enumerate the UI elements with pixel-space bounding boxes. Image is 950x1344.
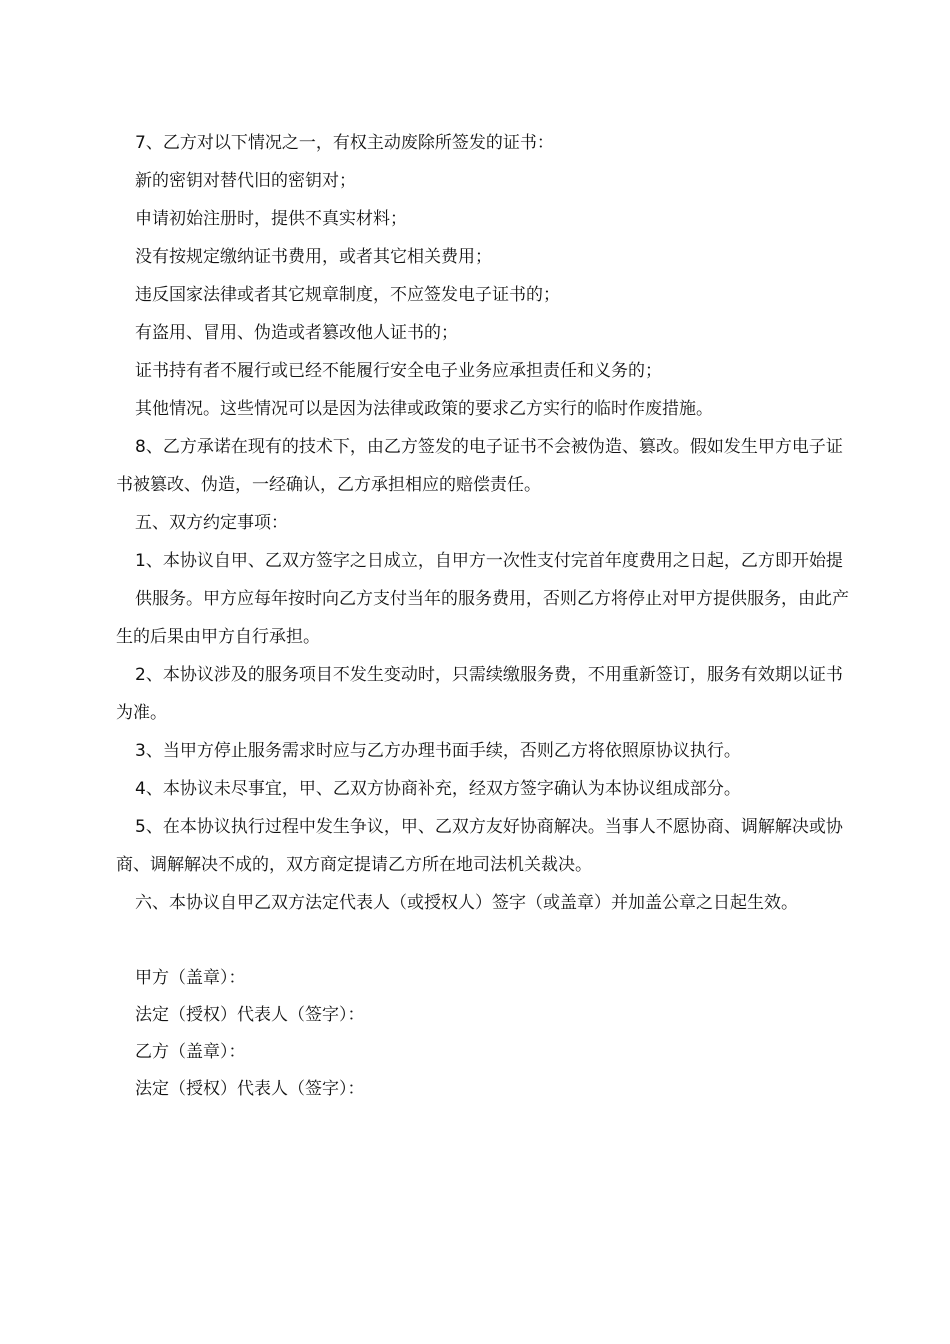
clause-7-item-6: 证书持有者不履行或已经不能履行安全电子业务应承担责任和义务的； — [135, 361, 662, 381]
clause-8: 8、乙方承诺在现有的技术下，由乙方签发的电子证书不会被伪造、篡改。假如发生甲方电子证书被篡改、伪造，一经确认，乙方承担相应的赔偿责任。 — [116, 437, 843, 495]
section-5-clause-5: 5、在本协议执行过程中发生争议，甲、乙双方友好协商解决。当事人不愿协商、调解解决或协商、调解解决不成的，双方商定提请乙方所在地司法机关裁决。 — [116, 817, 843, 875]
clause-7-item-1: 新的密钥对替代旧的密钥对； — [135, 171, 356, 191]
section-5-clause-1-continued: 供服务。甲方应每年按时向乙方支付当年的服务费用，否则乙方将停止对甲方提供服务，由此产生的后果由甲方自行承担。 — [116, 589, 849, 647]
spacer — [116, 922, 851, 960]
party-a-representative-line: 法定（授权）代表人（签字）： — [135, 1005, 365, 1025]
document-body — [116, 124, 851, 1108]
section-5-heading: 五、双方约定事项： — [135, 513, 288, 533]
party-a-seal-line: 甲方（盖章）： — [135, 968, 246, 988]
clause-7-item-7: 其他情况。这些情况可以是因为法律或政策的要求乙方实行的临时作废措施。 — [135, 399, 713, 419]
section-5-clause-2: 2、本协议涉及的服务项目不发生变动时，只需续缴服务费，不用重新签订，服务有效期以证书为准。 — [116, 665, 843, 723]
clause-7-heading: 7、乙方对以下情况之一，有权主动废除所签发的证书： — [135, 133, 554, 153]
clause-7-item-5: 有盗用、冒用、伪造或者篡改他人证书的； — [135, 323, 458, 343]
section-5-clause-4: 4、本协议未尽事宜，甲、乙双方协商补充，经双方签字确认为本协议组成部分。 — [135, 779, 741, 799]
section-6: 六、本协议自甲乙双方法定代表人（或授权人）签字（或盖章）并加盖公章之日起生效。 — [135, 893, 798, 913]
party-b-representative-line: 法定（授权）代表人（签字）： — [135, 1079, 365, 1099]
party-b-seal-line: 乙方（盖章）： — [135, 1042, 246, 1062]
section-5-clause-3: 3、当甲方停止服务需求时应与乙方办理书面手续，否则乙方将依照原协议执行。 — [135, 741, 741, 761]
clause-7-item-3: 没有按规定缴纳证书费用，或者其它相关费用； — [135, 247, 492, 267]
clause-7-item-2: 申请初始注册时，提供不真实材料； — [135, 209, 407, 229]
clause-7-item-4: 违反国家法律或者其它规章制度，不应签发电子证书的； — [135, 285, 560, 305]
section-5-clause-1: 1、本协议自甲、乙双方签字之日成立，自甲方一次性支付完首年度费用之日起，乙方即开始提 — [135, 551, 843, 571]
